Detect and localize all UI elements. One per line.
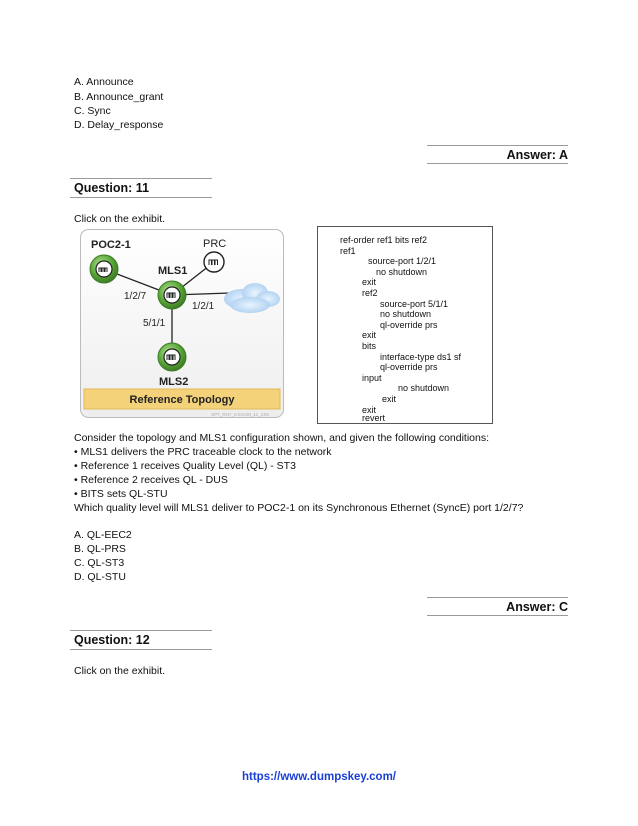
config-line: source-port 5/1/1 [380, 298, 449, 309]
question-title: Question: 11 [74, 181, 150, 195]
option-b: B. Announce_grant [74, 91, 164, 103]
label-port-127: 1/2/7 [124, 291, 147, 302]
question-intro: Click on the exhibit. [74, 213, 166, 225]
question-divider-top [70, 630, 212, 631]
label-mls2: MLS2 [159, 376, 189, 388]
question-title: Question: 12 [74, 633, 150, 647]
config-line: no shutdown [376, 266, 428, 277]
mls2-node-icon [158, 343, 186, 371]
label-mls1: MLS1 [158, 265, 188, 277]
question-body-line: • Reference 1 receives Quality Level (QL) - ST3 [74, 460, 296, 472]
config-line: no shutdown [398, 383, 450, 394]
question-intro: Click on the exhibit. [74, 665, 166, 677]
label-port-121: 1/2/1 [192, 301, 215, 312]
watermark-text: SPT_RH7_S EXAM_11_C03 [211, 412, 269, 417]
question-divider-top [70, 178, 212, 179]
config-line: ref-order ref1 bits ref2 [340, 235, 428, 245]
answer-divider-bottom [427, 615, 568, 616]
mls1-node-icon [158, 281, 186, 309]
question-body-line: Consider the topology and MLS1 configuration shown, and given the following conditions: [74, 432, 490, 444]
option-d: D. Delay_response [74, 119, 164, 131]
answer-label: Answer: C [506, 600, 568, 614]
config-line: ql-override prs [380, 319, 438, 330]
poc-node-icon [90, 255, 118, 283]
footer [0, 771, 638, 783]
config-line: exit [382, 394, 397, 404]
option-d: D. QL-STU [74, 571, 126, 583]
question-body-line: • Reference 2 receives QL - DUS [74, 474, 228, 486]
question-divider-bottom [70, 197, 212, 198]
config-line: exit [362, 404, 377, 415]
question-body-line: • BITS sets QL-STU [74, 488, 168, 500]
prc-node-icon [204, 252, 224, 272]
config-line: exit [362, 330, 377, 341]
config-line: source-port 1/2/1 [368, 256, 437, 267]
caption-text: Reference Topology [129, 394, 235, 406]
answer-label: Answer: A [506, 148, 568, 162]
answer-divider-top [427, 145, 568, 146]
config-exhibit [317, 226, 493, 424]
config-line: no shutdown [380, 309, 432, 320]
answer-divider-top [427, 597, 568, 598]
config-line: input [362, 372, 382, 383]
footer-link[interactable]: https://www.dumpskey.com/ [242, 771, 396, 783]
question-body-line: Which quality level will MLS1 deliver to POC2-1 on its Synchronous Ethernet (SyncE) port 1/2/7? [74, 502, 524, 514]
option-a: A. Announce [74, 76, 134, 88]
label-port-511: 5/1/1 [143, 318, 166, 329]
config-line: interface-type ds1 sf [380, 351, 462, 362]
question-divider-bottom [70, 649, 212, 650]
question-body-line: • MLS1 delivers the PRC traceable clock to the network [74, 446, 332, 458]
config-line: ref1 [340, 245, 356, 256]
option-a: A. QL-EEC2 [74, 529, 132, 541]
topology-exhibit [80, 229, 285, 419]
option-c: C. Sync [74, 105, 111, 117]
config-line: revert [362, 413, 386, 423]
label-poc: POC2-1 [91, 239, 131, 251]
option-b: B. QL-PRS [74, 543, 126, 555]
config-line: ref2 [362, 288, 378, 298]
option-c: C. QL-ST3 [74, 557, 125, 569]
config-line: bits [362, 341, 377, 351]
answer-divider-bottom [427, 163, 568, 164]
label-prc: PRC [203, 238, 227, 250]
config-line: exit [362, 277, 377, 288]
config-line: ql-override prs [380, 362, 438, 373]
